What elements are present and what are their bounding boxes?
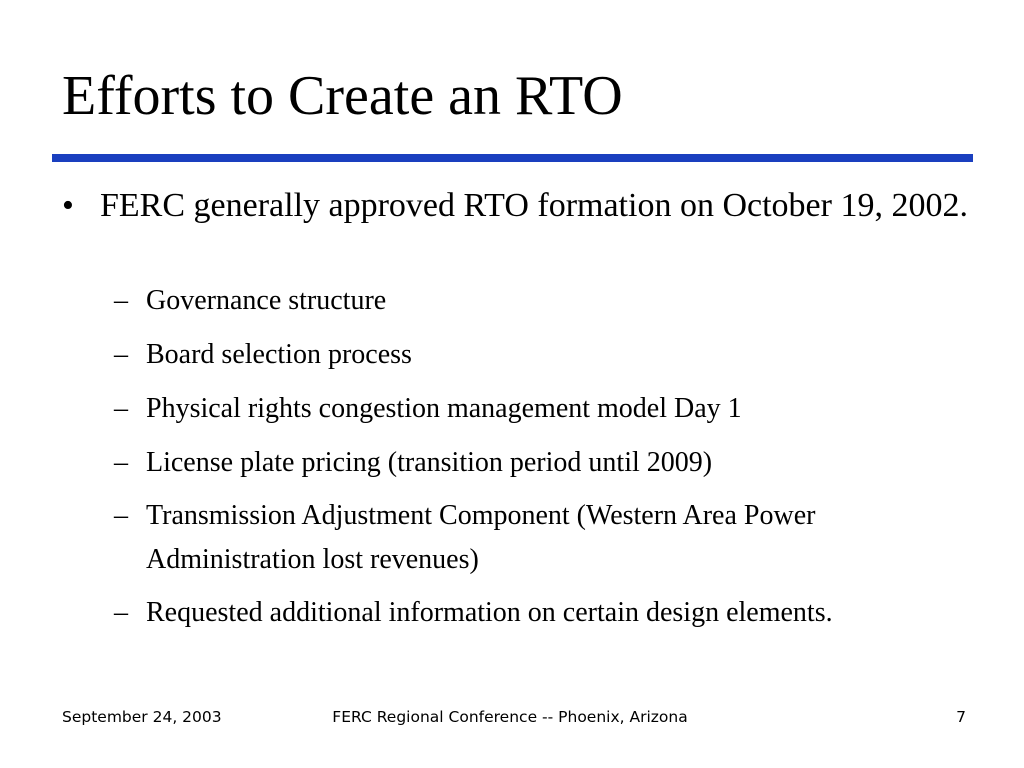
dash-glyph: – (114, 597, 128, 628)
sub-bullet-item (114, 494, 974, 582)
dash-glyph: – (114, 339, 128, 370)
sub-bullet-text: Board selection process (146, 339, 412, 370)
dash-glyph: – (114, 500, 128, 531)
dash-glyph: – (114, 285, 128, 316)
sub-bullet-item (114, 279, 974, 323)
slide-title: Efforts to Create an RTO (62, 65, 623, 127)
sub-bullet-item (114, 441, 974, 485)
footer-conference: FERC Regional Conference -- Phoenix, Arizona (332, 708, 688, 726)
sub-bullet-text: License plate pricing (transition period until 2009) (146, 447, 713, 478)
bullet-glyph: • (62, 187, 74, 224)
sub-bullet-text: Requested additional information on certain design elements. (146, 597, 833, 628)
page-number: 7 (956, 708, 966, 726)
sub-bullet-text: Transmission Adjustment Component (Western Area Power Administration lost revenues) (146, 500, 816, 575)
sub-bullet-item (114, 333, 974, 377)
sub-bullet-text: Governance structure (146, 285, 387, 316)
bullet-item (62, 185, 972, 226)
dash-glyph: – (114, 393, 128, 424)
dash-glyph: – (114, 447, 128, 478)
sub-bullet-item (114, 387, 974, 431)
footer-date: September 24, 2003 (62, 708, 222, 726)
bullet-text: FERC generally approved RTO formation on October 19, 2002. (100, 187, 968, 224)
sub-bullet-text: Physical rights congestion management model Day 1 (146, 393, 742, 424)
sub-bullet-item (114, 591, 974, 635)
title-underline (52, 154, 973, 162)
